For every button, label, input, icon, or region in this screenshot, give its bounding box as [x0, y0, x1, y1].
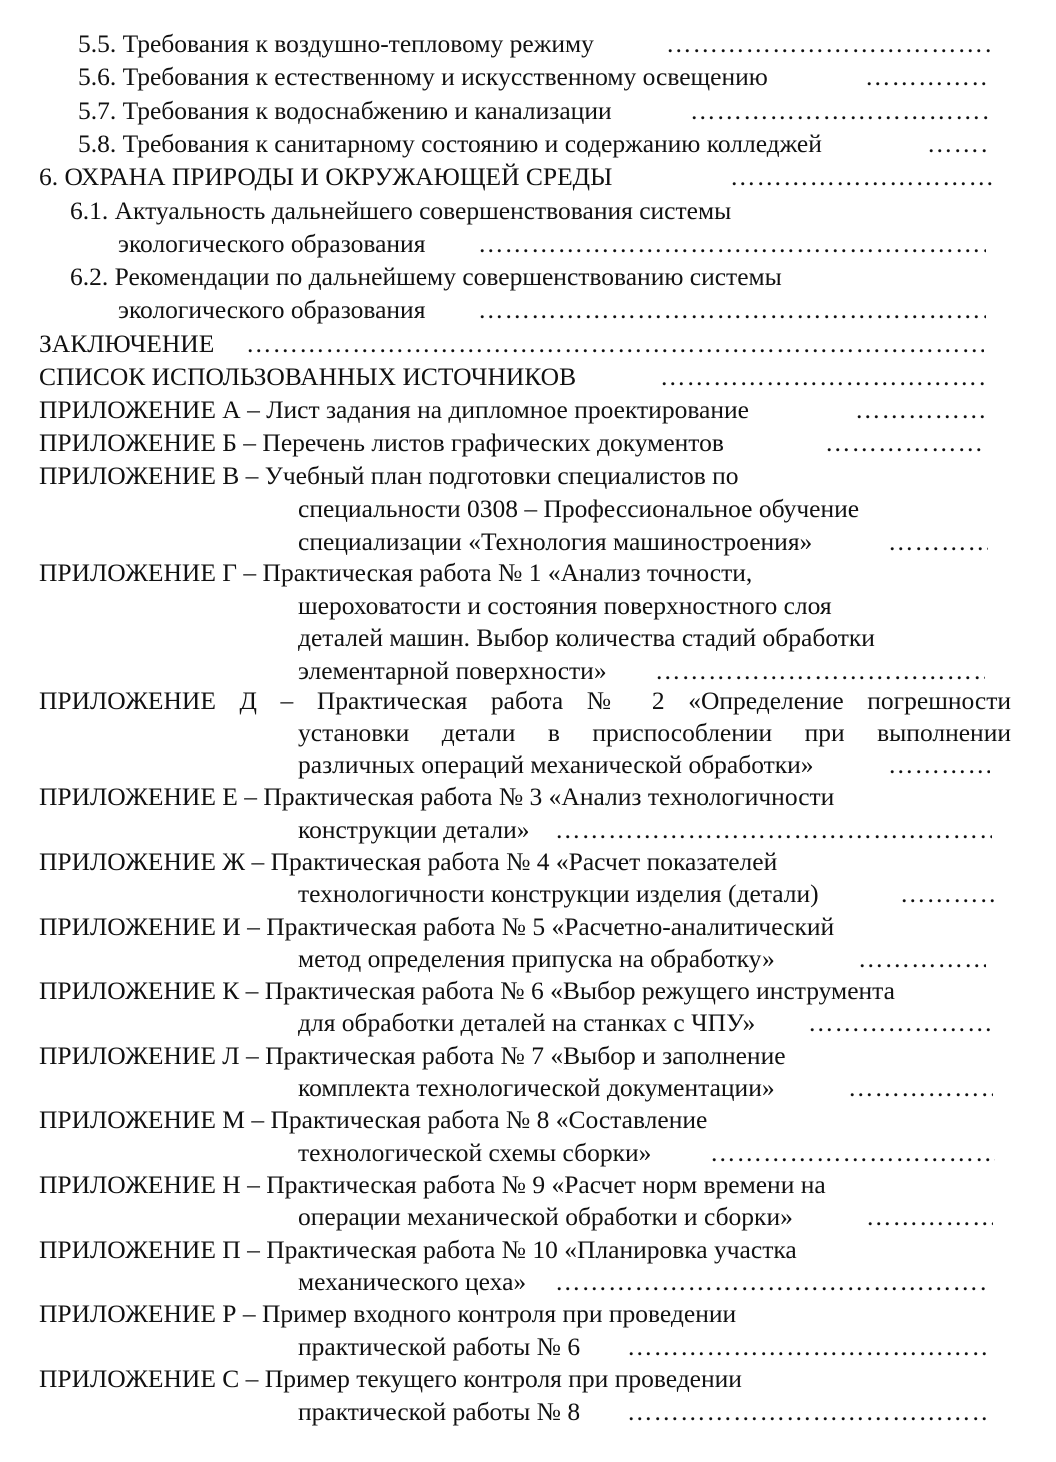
toc-entry-text: операции механической обработки и сборки» [298, 1202, 793, 1231]
toc-line [0, 1136, 1056, 1169]
toc-line [0, 1297, 1056, 1330]
dot-leader [555, 1265, 986, 1298]
toc-entry-text: ПРИЛОЖЕНИЕ М – Практическая работа № 8 «Составление [39, 1105, 708, 1134]
toc-line [0, 1039, 1056, 1072]
toc-line [0, 393, 1056, 426]
dot-leader [808, 1006, 993, 1039]
toc-entry-text: ПРИЛОЖЕНИЕ А – Лист задания на дипломное проектирование [39, 395, 749, 424]
toc-entry-text: ПРИЛОЖЕНИЕ Л – Практическая работа № 7 «Выбор и заполнение [39, 1041, 786, 1070]
toc-entry-text: ЗАКЛЮЧЕНИЕ [39, 329, 215, 358]
toc-entry-text: элементарной поверхности» [298, 656, 607, 685]
toc-line [0, 780, 1056, 813]
dot-leader [710, 1136, 995, 1169]
toc-line [0, 27, 1056, 60]
toc-entry-text: практической работы № 8 [298, 1397, 581, 1426]
toc-line [0, 459, 1056, 492]
toc-entry-text: ПРИЛОЖЕНИЕ И – Практическая работа № 5 «Расчетно-аналитический [39, 912, 835, 941]
toc-entry-text: СПИСОК ИСПОЛЬЗОВАННЫХ ИСТОЧНИКОВ [39, 362, 577, 391]
dot-leader [825, 426, 985, 459]
dot-leader [660, 360, 986, 393]
dot-leader [690, 94, 990, 127]
toc-line [0, 684, 1056, 717]
toc-line [0, 1200, 1056, 1233]
toc-line [0, 1330, 1056, 1363]
toc-entry-text: 6.1. Актуальность дальнейшего совершенствования системы [70, 196, 732, 225]
dot-leader [858, 942, 986, 975]
toc-entry-text: ПРИЛОЖЕНИЕ Н – Практическая работа № 9 «Расчет норм времени на [39, 1170, 826, 1199]
toc-entry-text: специальности 0308 – Профессиональное обучение [298, 494, 860, 523]
toc-line [0, 1071, 1056, 1104]
toc-line [0, 94, 1056, 127]
toc-entry-text: ПРИЛОЖЕНИЕ Д – Практическая работа № 2 «Определение погрешности [39, 686, 1011, 715]
dot-leader [627, 1330, 987, 1363]
toc-line [0, 426, 1056, 459]
toc-entry-text: 5.7. Требования к водоснабжению и канализации [78, 96, 612, 125]
toc-line [0, 1362, 1056, 1395]
toc-line [0, 877, 1056, 910]
toc-entry-text: для обработки деталей на станках с ЧПУ» [298, 1008, 756, 1037]
toc-line [0, 813, 1056, 846]
toc-entry-text: экологического образования [118, 229, 426, 258]
toc-entry-text: 6.2. Рекомендации по дальнейшему совершенствованию системы [70, 262, 782, 291]
dot-leader [866, 1200, 993, 1233]
toc-line [0, 556, 1056, 589]
toc-entry-text: ПРИЛОЖЕНИЕ С – Пример текущего контроля при проведении [39, 1364, 742, 1393]
toc-entry-text: технологической схемы сборки» [298, 1138, 652, 1167]
toc-entry-text: 5.5. Требования к воздушно-тепловому режиму [78, 29, 594, 58]
toc-line [0, 1168, 1056, 1201]
dot-leader [246, 327, 984, 360]
toc-line [0, 910, 1056, 943]
dot-leader [855, 393, 985, 426]
toc-entry-text: ПРИЛОЖЕНИЕ Р – Пример входного контроля при проведении [39, 1299, 737, 1328]
dot-leader [927, 127, 991, 160]
toc-line [0, 1103, 1056, 1136]
toc-line [0, 974, 1056, 1007]
dot-leader [888, 525, 988, 558]
toc-entry-text: установки детали в приспособлении при выполнении [298, 718, 1011, 747]
toc-entry-text: ПРИЛОЖЕНИЕ К – Практическая работа № 6 «Выбор режущего инструмента [39, 976, 895, 1005]
toc-entry-text: ПРИЛОЖЕНИЕ Е – Практическая работа № 3 «Анализ технологичности [39, 782, 835, 811]
toc-line [0, 1006, 1056, 1039]
toc-line [0, 194, 1056, 227]
toc-entry-text: 5.6. Требования к естественному и искусственному освещению [78, 62, 768, 91]
dot-leader [666, 27, 990, 60]
dot-leader [848, 1071, 993, 1104]
toc-entry-text: специализации «Технология машиностроения» [298, 527, 813, 556]
toc-line [0, 160, 1056, 193]
toc-entry-text: механического цеха» [298, 1267, 527, 1296]
toc-entry-text: комплекта технологической документации» [298, 1073, 775, 1102]
toc-line [0, 748, 1056, 781]
toc-entry-text: метод определения припуска на обработку» [298, 944, 775, 973]
toc-entry-text: ПРИЛОЖЕНИЕ П – Практическая работа № 10 «Планировка участка [39, 1235, 797, 1264]
toc-line [0, 327, 1056, 360]
dot-leader [655, 654, 985, 687]
toc-entry-text: технологичности конструкции изделия (детали) [298, 879, 819, 908]
toc-line [0, 845, 1056, 878]
toc-line [0, 293, 1056, 326]
toc-entry-text: ПРИЛОЖЕНИЕ Б – Перечень листов графических документов [39, 428, 724, 457]
dot-leader [730, 160, 992, 193]
toc-line [0, 227, 1056, 260]
toc-entry-text: различных операций механической обработки» [298, 750, 814, 779]
toc-line [0, 525, 1056, 558]
toc-entry-text: ПРИЛОЖЕНИЕ Ж – Практическая работа № 4 «Расчет показателей [39, 847, 778, 876]
toc-line [0, 621, 1056, 654]
dot-leader [900, 877, 995, 910]
dot-leader [888, 748, 990, 781]
dot-leader [865, 60, 990, 93]
toc-line [0, 60, 1056, 93]
toc-entry-text: ПРИЛОЖЕНИЕ В – Учебный план подготовки специалистов по [39, 461, 739, 490]
dot-leader [478, 227, 986, 260]
toc-line [0, 127, 1056, 160]
toc-line [0, 589, 1056, 622]
toc-line [0, 1233, 1056, 1266]
toc-entry-text: ПРИЛОЖЕНИЕ Г – Практическая работа № 1 «Анализ точности, [39, 558, 753, 587]
toc-line [0, 1265, 1056, 1298]
toc-line [0, 492, 1056, 525]
toc-line [0, 942, 1056, 975]
toc-entry-text: деталей машин. Выбор количества стадий обработки [298, 623, 875, 652]
toc-line [0, 260, 1056, 293]
toc-entry-text: 6. ОХРАНА ПРИРОДЫ И ОКРУЖАЮЩЕЙ СРЕДЫ [39, 162, 613, 191]
toc-line [0, 1395, 1056, 1428]
dot-leader [627, 1395, 987, 1428]
toc-line [0, 360, 1056, 393]
toc-entry-text: шероховатости и состояния поверхностного слоя [298, 591, 832, 620]
toc-line [0, 716, 1056, 749]
toc-entry-text: конструкции детали» [298, 815, 530, 844]
dot-leader [478, 293, 986, 326]
toc-entry-text: экологического образования [118, 295, 426, 324]
toc-entry-text: практической работы № 6 [298, 1332, 581, 1361]
dot-leader [555, 813, 992, 846]
toc-entry-text: 5.8. Требования к санитарному состоянию и содержанию колледжей [78, 129, 822, 158]
toc-line [0, 654, 1056, 687]
